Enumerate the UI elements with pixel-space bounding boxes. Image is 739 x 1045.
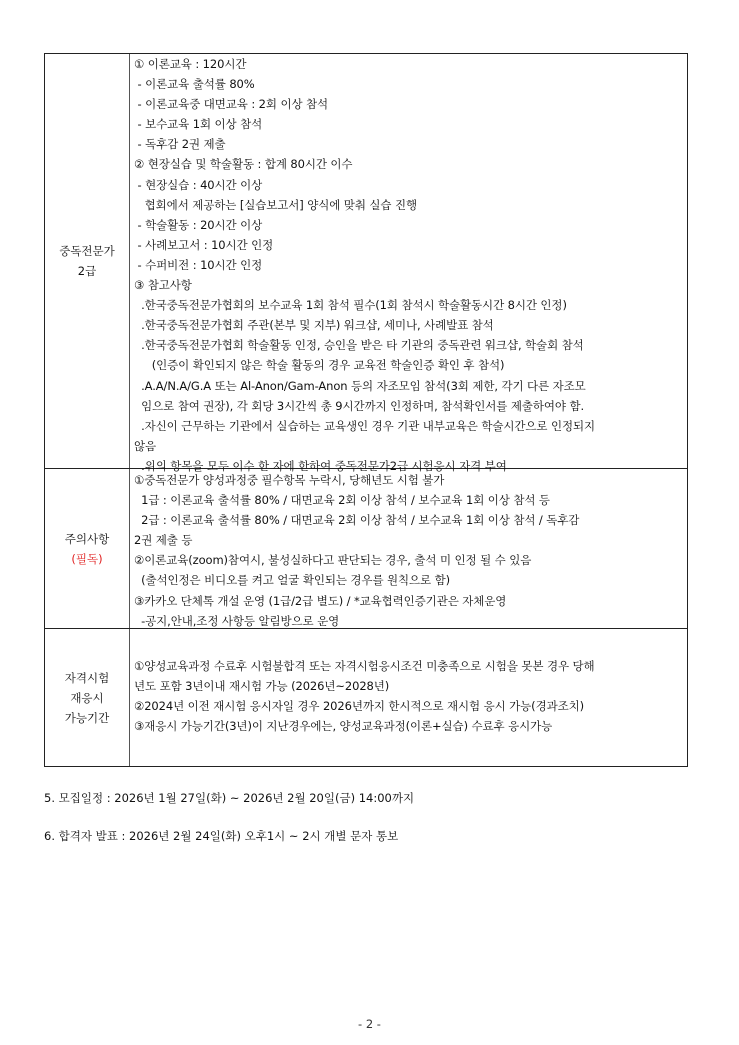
content-line: (인증이 확인되지 않은 학술 활동의 경우 교육전 학술인증 확인 후 참석) — [134, 358, 505, 373]
content-line: 협회에서 제공하는 [실습보고서] 양식에 맞춰 실습 진행 — [134, 197, 417, 212]
content-line: ③카카오 단체톡 개설 운영 (1급/2급 별도) / *교육협력인증기관은 자체운영 — [134, 593, 507, 608]
content-line: - 수퍼비전 : 10시간 인정 — [134, 257, 263, 272]
content-line: ①중독전문가 양성과정중 필수항목 누락시, 당해년도 시험 불가 — [134, 473, 445, 487]
content-line: .한국중독전문가협회의 보수교육 1회 참석 필수(1회 참석시 학술활동시간 8시간 인정) — [134, 298, 567, 313]
row-label-cell — [45, 629, 130, 766]
content-line: - 이론교육중 대면교육 : 2회 이상 참석 — [134, 97, 329, 112]
table-row-precautions — [45, 469, 687, 629]
content-line: .위의 항목을 모두 이수 한 자에 한하여 중독전문가2급 시험응시 자격 부여 — [134, 458, 507, 473]
content-line: ③ 참고사항 — [134, 278, 192, 293]
page-number: - 2 - — [358, 1017, 381, 1031]
row-label-line: 가능기간 — [64, 710, 110, 725]
content-line: ② 현장실습 및 학술활동 : 합계 80시간 이수 — [134, 157, 353, 172]
content-line: ① 이론교육 : 120시간 — [134, 57, 247, 71]
row-label-cell — [45, 469, 130, 628]
content-line: - 보수교육 1회 이상 참석 — [134, 117, 263, 132]
row-label-line: 자격시험 — [64, 670, 110, 685]
content-line: ②이론교육(zoom)참여시, 불성실하다고 판단되는 경우, 출석 미 인정 될 수 있음 — [134, 553, 532, 568]
row-content-cell — [130, 54, 687, 473]
content-line: 2권 제출 등 — [134, 533, 193, 548]
row-label-line: 중독전문가 — [59, 244, 115, 258]
content-line: ①양성교육과정 수료후 시험불합격 또는 자격시험응시조건 미충족으로 시험을 못본 경우 당해 — [134, 659, 595, 673]
row-content-cell — [130, 629, 687, 766]
content-line: 않음 — [134, 438, 157, 453]
content-line: ②2024년 이전 재시험 응시자일 경우 2026년까지 한시적으로 재시험 응시 가능(경과조치) — [134, 699, 584, 714]
row-label-line: 재응시 — [70, 690, 104, 705]
content-line: - 학술활동 : 20시간 이상 — [134, 217, 263, 232]
content-line: ③재응시 가능기간(3년)이 지난경우에는, 양성교육과정(이론+실습) 수료후 응시가능 — [134, 719, 553, 734]
row-label-line: 2급 — [77, 264, 97, 278]
result-announcement: 6. 합격자 발표 : 2026년 2월 24일(화) 오후1시 ~ 2시 개별 문자 통보 — [44, 829, 399, 843]
table-row-reexam-period — [45, 629, 687, 766]
content-line: 2급 : 이론교육 출석률 80% / 대면교육 2회 이상 참석 / 보수교육 1회 이상 참석 / 독후감 — [134, 513, 580, 528]
content-line: - 이론교육 출석률 80% — [134, 77, 255, 92]
content-line: 임으로 참여 권장), 각 회당 3시간씩 총 9시간까지 인정하며, 참석확인서를 제출하여야 함. — [134, 398, 585, 413]
content-line: 년도 포함 3년이내 재시험 가능 (2026년~2028년) — [134, 679, 390, 694]
content-line: (출석인정은 비디오를 켜고 얼굴 확인되는 경우를 원칙으로 함) — [134, 573, 450, 588]
content-line: 1급 : 이론교육 출석률 80% / 대면교육 2회 이상 참석 / 보수교육 1회 이상 참석 등 — [134, 493, 550, 508]
table-row-level2-requirements — [45, 54, 687, 473]
content-line: -공지,안내,조정 사항등 알림방으로 운영 — [134, 613, 340, 628]
row-label-line: 주의사항 — [64, 531, 110, 546]
content-line: - 독후감 2권 제출 — [134, 137, 226, 152]
content-line: .한국중독전문가협회 학술활동 인정, 승인을 받은 타 기관의 중독관련 워크샵, 학술회 참석 — [134, 338, 584, 353]
content-line: .A.A/N.A/G.A 또는 Al-Anon/Gam-Anon 등의 자조모임 참석(3회 제한, 각기 다른 자조모 — [134, 378, 586, 393]
recruitment-schedule: 5. 모집일정 : 2026년 1월 27일(화) ~ 2026년 2월 20일(금) 14:00까지 — [44, 791, 415, 805]
must-read-note: (필독) — [71, 551, 103, 566]
content-line: - 현장실습 : 40시간 이상 — [134, 177, 263, 192]
row-content-cell — [130, 469, 687, 628]
row-label-cell — [45, 54, 130, 468]
requirements-table — [44, 53, 688, 767]
content-line: - 사례보고서 : 10시간 인정 — [134, 237, 274, 252]
content-line: .자신이 근무하는 기관에서 실습하는 교육생인 경우 기관 내부교육은 학술시간으로 인정되지 — [134, 418, 596, 433]
content-line: .한국중독전문가협회 주관(본부 및 지부) 워크샵, 세미나, 사례발표 참석 — [134, 318, 494, 333]
